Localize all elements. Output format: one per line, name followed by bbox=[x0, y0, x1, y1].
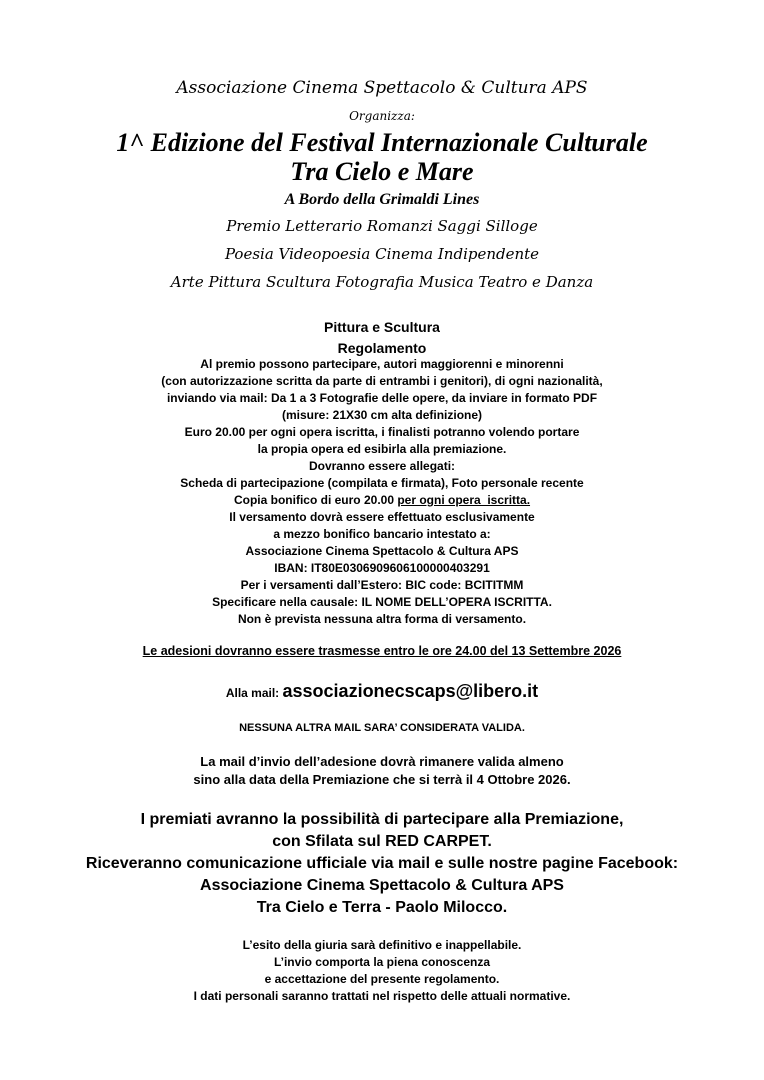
bonifico-line bbox=[0, 494, 764, 506]
festival-name: Tra Cielo e Mare bbox=[290, 157, 474, 186]
rules-line: Il versamento dovrà essere effettuato esclusivamente bbox=[229, 510, 535, 524]
mail-warning: NESSUNA ALTRA MAIL SARA’ CONSIDERATA VALIDA. bbox=[239, 722, 525, 734]
rules-line: Scheda di partecipazione (compilata e firmata), Foto personale recente bbox=[180, 476, 584, 490]
category-literary: Premio Letterario Romanzi Saggi Silloge bbox=[226, 217, 538, 235]
mail-label: Alla mail: bbox=[225, 686, 283, 700]
rules-line: inviando via mail: Da 1 a 3 Fotografie delle opere, da inviare in formato PDF bbox=[166, 391, 598, 405]
category-poetry-cinema: Poesia Videopoesia Cinema Indipendente bbox=[224, 245, 540, 263]
rules-line: (misure: 21X30 cm alta definizione) bbox=[281, 408, 483, 422]
bic-code: Per i versamenti dall’Estero: BIC code: BCITITMM bbox=[240, 578, 524, 592]
validity-line: La mail d’invio dell’adesione dovrà rimanere valida almeno bbox=[200, 754, 564, 769]
onboard-subtitle: A Bordo della Grimaldi Lines bbox=[284, 191, 480, 208]
awards-line: Riceveranno comunicazione ufficiale via mail e sulle nostre pagine Facebook: bbox=[85, 855, 679, 872]
bonifico-text: Copia bonifico di euro 20.00 bbox=[233, 493, 398, 507]
mail-line bbox=[0, 682, 764, 701]
mail-address: associazionecscaps@libero.it bbox=[282, 681, 539, 701]
section-title: Pittura e Scultura bbox=[324, 319, 440, 335]
rules-line: Euro 20.00 per ogni opera iscritta, i finalisti potranno volendo portare bbox=[184, 425, 580, 439]
rules-title: Regolamento bbox=[337, 340, 427, 356]
beneficiary-name: Associazione Cinema Spettacolo & Cultura APS bbox=[245, 544, 519, 558]
validity-line: sino alla data della Premiazione che si terrà il 4 Ottobre 2026. bbox=[193, 772, 571, 787]
rules-line: Dovranno essere allegati: bbox=[308, 459, 456, 473]
organization-name: Associazione Cinema Spettacolo & Cultura APS bbox=[176, 78, 588, 98]
awards-line: Tra Cielo e Terra - Paolo Milocco. bbox=[256, 899, 508, 916]
rules-line: a mezzo bonifico bancario intestato a: bbox=[273, 527, 491, 541]
organizza-label: Organizza: bbox=[349, 109, 415, 123]
edition-title: 1^ Edizione del Festival Internazionale Culturale bbox=[116, 128, 648, 157]
footer-line: L’esito della giuria sarà definitivo e inappellabile. bbox=[242, 938, 522, 952]
rules-line: (con autorizzazione scritta da parte di entrambi i genitori), di ogni nazionalità, bbox=[161, 374, 603, 388]
category-arts: Arte Pittura Scultura Fotografia Musica Teatro e Danza bbox=[170, 273, 594, 291]
iban: IBAN: IT80E0306909606100000403291 bbox=[274, 561, 490, 575]
rules-line: la propia opera ed esibirla alla premiazione. bbox=[257, 442, 507, 456]
footer-line: L’invio comporta la piena conoscenza bbox=[273, 955, 491, 969]
rules-line: Specificare nella causale: IL NOME DELL’OPERA ISCRITTA. bbox=[212, 595, 552, 609]
footer-line: I dati personali saranno trattati nel rispetto delle attuali normative. bbox=[193, 989, 571, 1003]
rules-line: Al premio possono partecipare, autori maggiorenni e minorenni bbox=[200, 357, 564, 371]
awards-line: Associazione Cinema Spettacolo & Cultura APS bbox=[200, 877, 564, 894]
deadline: Le adesioni dovranno essere trasmesse entro le ore 24.00 del 13 Settembre 2026 bbox=[142, 644, 622, 658]
footer-line: e accettazione del presente regolamento. bbox=[264, 972, 500, 986]
bonifico-underlined-text: per ogni opera iscritta. bbox=[397, 493, 531, 507]
awards-line: I premiati avranno la possibilità di partecipare alla Premiazione, bbox=[140, 811, 624, 828]
rules-line: Non è prevista nessuna altra forma di versamento. bbox=[237, 612, 527, 626]
awards-line: con Sfilata sul RED CARPET. bbox=[272, 833, 492, 850]
